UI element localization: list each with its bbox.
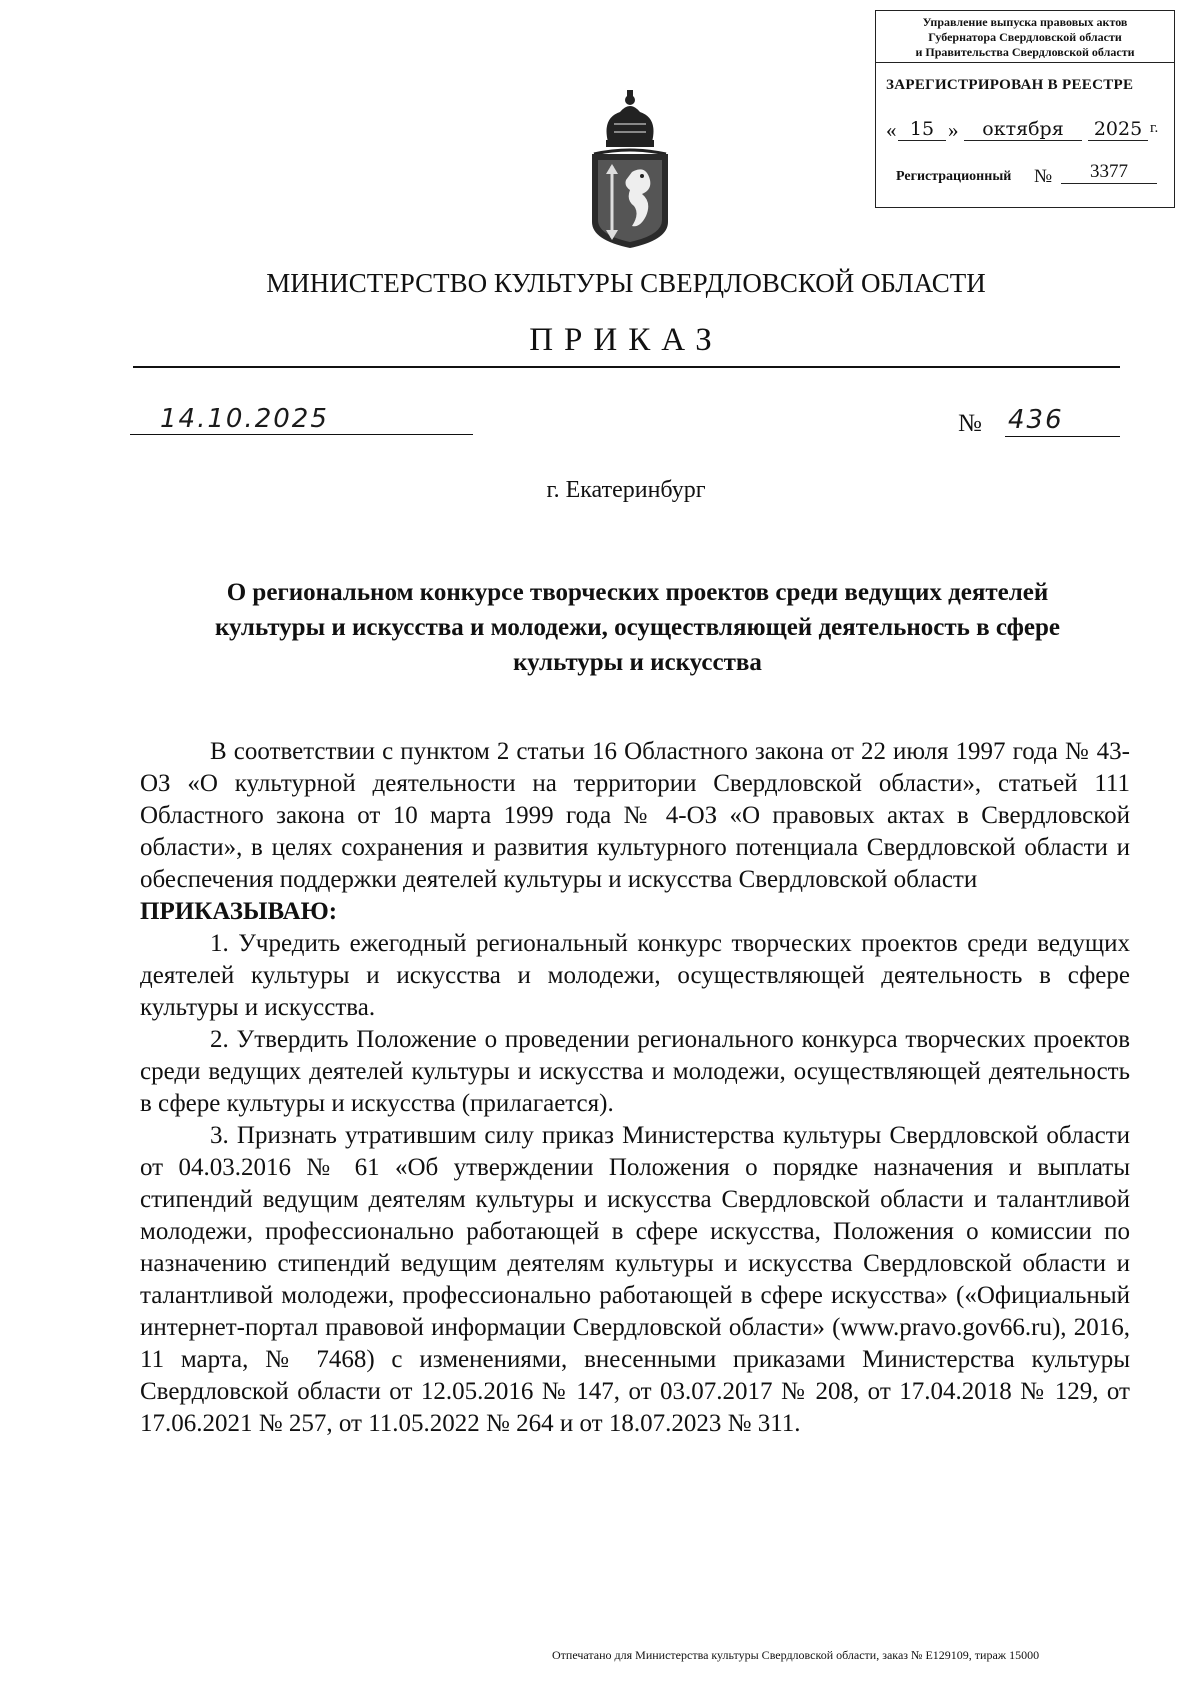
stamp-open-quote: « (886, 118, 897, 142)
title-line: культуры и искусства и молодежи, осуществляющей деятельность в сфере (215, 614, 1060, 641)
stamp-day: 15 (898, 118, 946, 141)
stamp-header-line: Управление выпуска правовых актов (922, 15, 1128, 29)
stamp-reg-number: 3377 (1061, 161, 1157, 184)
ministry-name: МИНИСТЕРСТВО КУЛЬТУРЫ СВЕРДЛОВСКОЙ ОБЛАСТИ (266, 268, 986, 298)
date-underline (130, 434, 473, 435)
title-line: культуры и искусства (513, 649, 762, 676)
number-underline (1005, 436, 1120, 437)
stamp-number-sign: № (1034, 166, 1053, 187)
order-item: 1. Учредить ежегодный региональный конкурс творческих проектов среди ведущих деятелей культуры и искусства и молодежи, осуществляющей деятельность в сфере культуры и искусства. (140, 930, 1130, 1021)
city: г. Екатеринбург (546, 477, 706, 503)
order-item: 2. Утвердить Положение о проведении регионального конкурса творческих проектов среди ведущих деятелей культуры и искусства и молодежи, осуществляющей деятельность в сфере культуры и искусства (прилагается). (140, 1026, 1130, 1117)
order-number: 436 (1008, 405, 1064, 435)
registration-stamp (875, 10, 1175, 208)
stamp-registered-label: ЗАРЕГИСТРИРОВАН В РЕЕСТРЕ (886, 77, 1134, 93)
header-divider (133, 366, 1120, 368)
title-line: О региональном конкурсе творческих проектов среди ведущих деятелей (226, 579, 1049, 606)
stamp-header (876, 11, 1174, 63)
stamp-close-quote: » (948, 118, 959, 142)
document-body (140, 736, 1130, 1440)
coat-of-arms-icon (580, 90, 680, 250)
stamp-header-line: и Правительства Свердловской области (915, 45, 1135, 59)
number-sign: № (958, 410, 982, 437)
stamp-header-line: Губернатора Свердловской области (928, 30, 1122, 44)
order-item: 3. Признать утратившим силу приказ Министерства культуры Свердловской области от 04.03.2016 № 61 «Об утверждении Положения о порядке назначения и выплаты стипендий ведущим деятелям культуры и искусства Свердловской области и талантливой молодежи, профессионально работающей в сфере искусства, Положения о комиссии по назначению стипендий ведущим деятелям культуры и искусства Свердловской области и талантливой молодежи, профессионально работающей в сфере искусства» («Официальный интернет-портал правовой информации Свердловской области» (www.pravo.gov66.ru), 2016, 11 марта, № 7468) с изменениями, внесенными приказами Министерства культуры Свердловской области от 12.05.2016 № 147, от 03.07.2017 № 208, от 17.04.2018 № 129, от 17.06.2021 № 257, от 11.05.2022 № 264 и от 18.07.2023 № 311. (140, 1122, 1130, 1437)
order-heading: ПРИКАЗ (529, 322, 723, 358)
stamp-year-suffix: г. (1150, 120, 1159, 136)
order-word: ПРИКАЗЫВАЮ: (140, 898, 338, 925)
stamp-month: октября (964, 118, 1082, 141)
order-date: 14.10.2025 (160, 404, 329, 434)
print-footer: Отпечатано для Министерства культуры Свердловской области, заказ № Е129109, тираж 15000 (552, 1648, 1040, 1662)
preamble: В соответствии с пунктом 2 статьи 16 Областного закона от 22 июля 1997 года № 43-ОЗ «О культурной деятельности на территории Свердловской области», статьей 111 Областного закона от 10 марта 1999 года № 4-ОЗ «О правовых актах в Свердловской области», в целях сохранения и развития культурного потенциала Свердловской области и обеспечения поддержки деятелей культуры и искусства Свердловской области (140, 738, 1130, 893)
stamp-year: 2025 (1088, 118, 1148, 141)
document-title (150, 575, 1125, 680)
stamp-reg-label: Регистрационный (896, 169, 1012, 184)
